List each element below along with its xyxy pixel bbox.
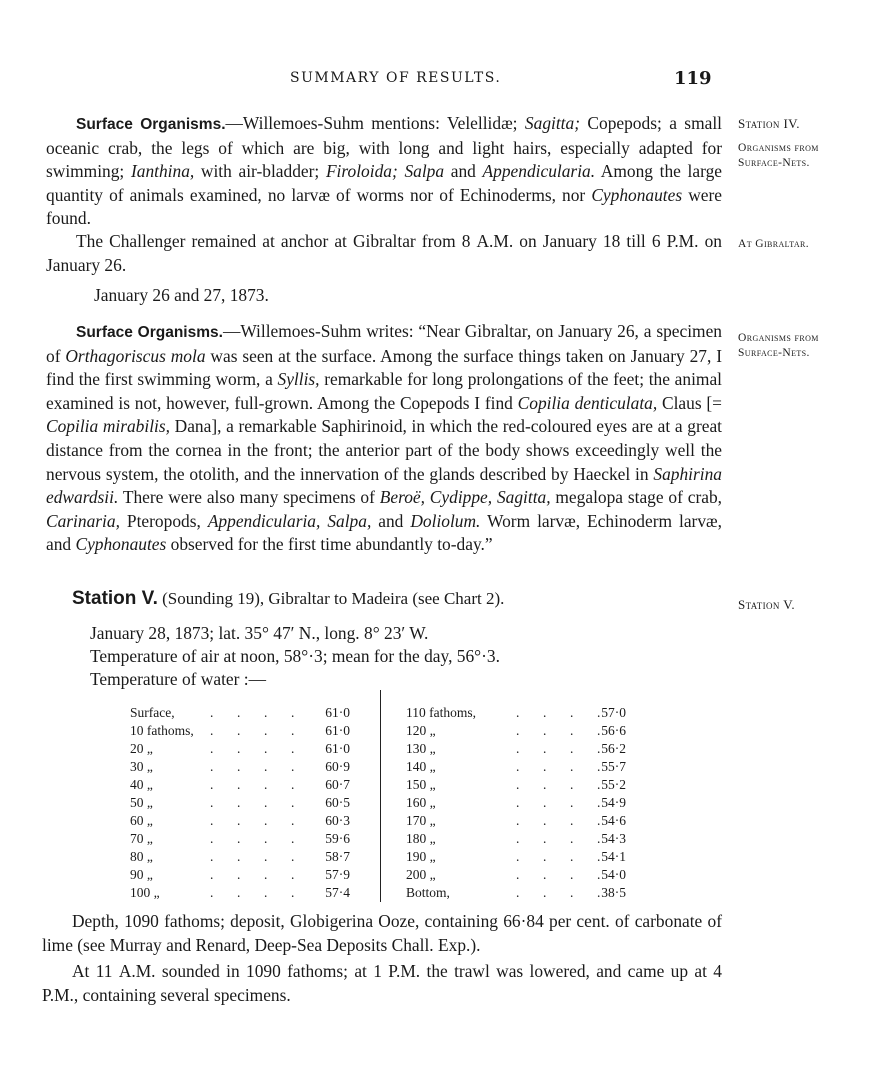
leader-dots: . . . . [516, 723, 601, 738]
table-row [406, 848, 646, 866]
temperature-cell: 55·7 [601, 759, 626, 774]
temperature-cell: 54·3 [601, 831, 626, 846]
depth-cell: 60 „ [130, 813, 153, 828]
depth-cell: 190 „ [406, 849, 436, 864]
paragraph-surface-organisms-1: Surface Organisms.—Willemoes-Suhm mentions: Velellidæ; Sagitta; Copepods; a small oceanic crab, the legs of which are big, with long and light hairs, especially adapted for swimming; Ianthina, with air-bladder; Firoloida; Salpa and Appendicularia. Among the large quantity of animals examined, no larvæ of worms nor of Echinoderms, nor Cyphonautes were found. [46, 113, 722, 229]
leader-dots: . . . . [516, 849, 601, 864]
station-date-position: January 28, 1873; lat. 35° 47′ N., long. 8° 23′ W. [90, 623, 429, 643]
temperature-cell: 57·4 [325, 885, 350, 900]
leader-dots: . . . . [210, 741, 295, 756]
date-heading: January 26 and 27, 1873. [94, 285, 269, 305]
depth-cell: Surface, [130, 705, 175, 720]
leader-dots: . . . . [210, 831, 295, 846]
table-row [406, 776, 646, 794]
margin-note-organisms-from: Organisms from [738, 332, 819, 344]
leader-dots: . . . . [516, 795, 601, 810]
depth-cell: 90 „ [130, 867, 153, 882]
station-water-temperature-label: Temperature of water :— [90, 669, 266, 689]
table-row [406, 812, 646, 830]
leader-dots: . . . . [516, 759, 601, 774]
station-air-temperature: Temperature of air at noon, 58°·3; mean for the day, 56°·3. [90, 646, 500, 666]
leader-dots: . . . . [516, 777, 601, 792]
paragraph-heading: Surface Organisms. [76, 116, 226, 133]
temperature-cell: 54·0 [601, 867, 626, 882]
temperature-cell: 54·6 [601, 813, 626, 828]
leader-dots: . . . . [210, 885, 295, 900]
margin-note-organisms-from: Organisms from [738, 142, 819, 154]
table-row [130, 794, 370, 812]
depth-cell: 140 „ [406, 759, 436, 774]
leader-dots: . . . . [516, 813, 601, 828]
page-number: 119 [674, 68, 712, 89]
depth-cell: 20 „ [130, 741, 153, 756]
station-heading [72, 588, 504, 610]
depth-cell: 70 „ [130, 831, 153, 846]
table-row [130, 866, 370, 884]
depth-cell: 130 „ [406, 741, 436, 756]
table-row [130, 830, 370, 848]
temperature-cell: 60·3 [325, 813, 350, 828]
paragraph-surface-organisms-2: Surface Organisms.—Willemoes-Suhm writes: “Near Gibraltar, on January 26, a specimen of Orthagoriscus mola was seen at the surface. Among the surface things taken on January 27, I find the first swimming worm, a Syllis, remarkable for long prolongations of the feet; the animal examined is not, however, full-grown. Among the Copepods I find Copilia denticulata, Claus [= Copilia mirabilis, Dana], a remarkable Saphirinoid, in which the red-coloured eyes are at a great distance from the cornea in the front; the anterior part of the body shows exceedingly well the nervous system, the otolith, and the innervation of the glands described by Haeckel in Saphirina edwardsii. There were also many specimens of Beroë, Cydippe, Sagitta, megalopa stage of crab, Carinaria, Pteropods, Appendicularia, Salpa, and Doliolum. Worm larvæ, Echinoderm larvæ, and Cyphonautes observed for the first time abundantly to-day.” [46, 321, 723, 555]
leader-dots: . . . . [210, 759, 295, 774]
leader-dots: . . . . [210, 795, 295, 810]
paragraph-sounding-trawl: At 11 A.M. sounded in 1090 fathoms; at 1 P.M. the trawl was lowered, and came up at 4 P.M., containing several specimens. [42, 961, 722, 1005]
temperature-cell: 57·0 [601, 705, 626, 720]
temperature-cell: 54·9 [601, 795, 626, 810]
depth-cell: 10 fathoms, [130, 723, 194, 738]
temperature-cell: 60·7 [325, 777, 350, 792]
depth-cell: 180 „ [406, 831, 436, 846]
temperature-cell: 54·1 [601, 849, 626, 864]
depth-cell: 160 „ [406, 795, 436, 810]
leader-dots: . . . . [516, 705, 601, 720]
leader-dots: . . . . [210, 813, 295, 828]
table-row [130, 758, 370, 776]
table-row [406, 794, 646, 812]
margin-note-surface-nets: Surface-Nets. [738, 157, 810, 169]
running-title: SUMMARY OF RESULTS. [290, 70, 502, 86]
leader-dots: . . . . [210, 723, 295, 738]
temperature-cell: 60·5 [325, 795, 350, 810]
paragraph-heading: Surface Organisms. [76, 324, 223, 341]
temperature-cell: 55·2 [601, 777, 626, 792]
depth-cell: 200 „ [406, 867, 436, 882]
table-row [130, 848, 370, 866]
margin-note-station-v: Station V. [738, 597, 795, 612]
temperature-cell: 56·6 [601, 723, 626, 738]
leader-dots: . . . . [210, 777, 295, 792]
station-title: Station V. [72, 588, 158, 609]
table-row [406, 758, 646, 776]
temperature-cell: 59·6 [325, 831, 350, 846]
depth-cell: 40 „ [130, 777, 153, 792]
depth-cell: 110 fathoms, [406, 705, 476, 720]
table-row [406, 830, 646, 848]
table-row [130, 776, 370, 794]
margin-note-surface-nets: Surface-Nets. [738, 347, 810, 359]
depth-cell: 100 „ [130, 885, 160, 900]
table-row [130, 884, 370, 902]
paragraph-depth-deposit: Depth, 1090 fathoms; deposit, Globigerina Ooze, containing 66·84 per cent. of carbonate of lime (see Murray and Renard, Deep-Sea Deposits Chall. Exp.). [42, 911, 722, 955]
depth-cell: Bottom, [406, 885, 450, 900]
temperature-table-right [406, 704, 646, 902]
table-row [130, 704, 370, 722]
station-subtitle: (Sounding 19), Gibraltar to Madeira (see Chart 2). [157, 589, 505, 608]
table-row [130, 812, 370, 830]
table-row [406, 722, 646, 740]
temperature-cell: 58·7 [325, 849, 350, 864]
temperature-cell: 56·2 [601, 741, 626, 756]
depth-cell: 170 „ [406, 813, 436, 828]
leader-dots: . . . . [516, 741, 601, 756]
table-row [130, 722, 370, 740]
table-row [130, 740, 370, 758]
leader-dots: . . . . [516, 885, 601, 900]
temperature-cell: 38·5 [601, 885, 626, 900]
table-divider [380, 690, 381, 902]
temperature-table-left [130, 704, 370, 902]
temperature-cell: 57·9 [325, 867, 350, 882]
temperature-cell: 60·9 [325, 759, 350, 774]
margin-note-station-iv: Station IV. [738, 116, 800, 131]
depth-cell: 30 „ [130, 759, 153, 774]
depth-cell: 80 „ [130, 849, 153, 864]
paragraph-challenger-anchor: The Challenger remained at anchor at Gibraltar from 8 A.M. on January 18 till 6 P.M. on January 26. [46, 231, 722, 275]
depth-cell: 50 „ [130, 795, 153, 810]
table-row [406, 866, 646, 884]
table-row [406, 884, 646, 902]
table-row [406, 740, 646, 758]
temperature-cell: 61·0 [325, 723, 350, 738]
leader-dots: . . . . [516, 867, 601, 882]
temperature-cell: 61·0 [325, 705, 350, 720]
depth-cell: 120 „ [406, 723, 436, 738]
leader-dots: . . . . [210, 705, 295, 720]
depth-cell: 150 „ [406, 777, 436, 792]
leader-dots: . . . . [516, 831, 601, 846]
table-row [406, 704, 646, 722]
running-head [0, 68, 880, 92]
leader-dots: . . . . [210, 867, 295, 882]
temperature-cell: 61·0 [325, 741, 350, 756]
leader-dots: . . . . [210, 849, 295, 864]
margin-note-at-gibraltar: At Gibraltar. [738, 238, 810, 250]
